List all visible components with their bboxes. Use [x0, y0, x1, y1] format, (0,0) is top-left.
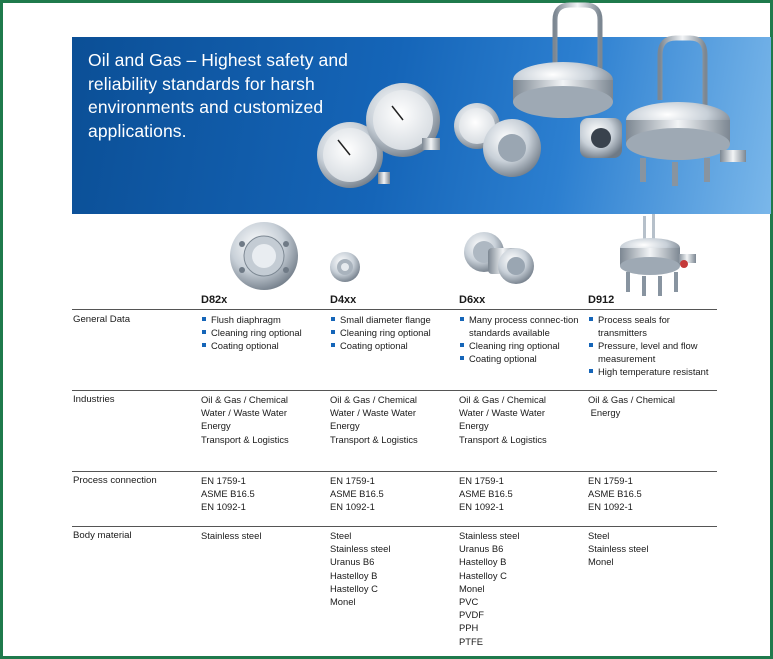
- list-item: ASME B16.5: [330, 488, 384, 500]
- list-item: Cleaning ring optional: [459, 339, 581, 352]
- list-item: Oil & Gas / Chemical: [459, 394, 547, 405]
- list-item: EN 1092-1: [201, 501, 246, 513]
- list-item: PVDF: [459, 609, 485, 621]
- list-item: Pressure, level and flow measurement: [588, 339, 714, 365]
- list-item: Transport & Logistics: [459, 433, 547, 445]
- general-data-d6xx: [459, 313, 581, 365]
- process-connection-d4xx: [330, 474, 384, 514]
- product-name-d912: D912: [588, 294, 615, 306]
- list-item: Process seals for transmitters: [588, 313, 714, 339]
- body-material-d6xx: [459, 529, 519, 648]
- list-item: PTFE: [459, 635, 483, 647]
- list-item: Energy: [330, 420, 360, 432]
- list-item: Oil & Gas / Chemical: [201, 394, 289, 405]
- list-item: EN 1759-1: [588, 475, 633, 486]
- list-item: Coating optional: [201, 339, 302, 352]
- list-item: Uranus B6: [459, 543, 504, 555]
- list-item: Hastelloy C: [330, 582, 378, 594]
- product-image-d6xx: [460, 222, 540, 294]
- list-item: ASME B16.5: [201, 488, 255, 500]
- list-item: Energy: [201, 420, 231, 432]
- list-item: Monel: [588, 556, 614, 568]
- process-connection-d82x: [201, 474, 255, 514]
- list-item: Water / Waste Water: [201, 407, 287, 419]
- list-item: Hastelloy B: [459, 556, 507, 568]
- list-item: Water / Waste Water: [459, 407, 545, 419]
- list-item: Oil & Gas / Chemical: [588, 394, 676, 405]
- list-item: Coating optional: [330, 339, 431, 352]
- table-divider: [72, 526, 717, 527]
- table-divider: [72, 390, 717, 391]
- row-label-industries: Industries: [73, 394, 115, 405]
- list-item: Monel: [330, 596, 356, 608]
- list-item: Steel: [588, 530, 610, 541]
- table-divider: [72, 471, 717, 472]
- list-item: Many process connec-tion standards available: [459, 313, 581, 339]
- industries-d912: [588, 393, 675, 419]
- industries-d4xx: [330, 393, 418, 446]
- list-item: Steel: [330, 530, 352, 541]
- list-item: Stainless steel: [330, 543, 391, 555]
- product-image-d912: [612, 214, 700, 312]
- list-item: Transport & Logistics: [330, 433, 418, 445]
- industries-d6xx: [459, 393, 547, 446]
- general-data-d82x: [201, 313, 302, 352]
- industries-d82x: [201, 393, 289, 446]
- list-item: Flush diaphragm: [201, 313, 302, 326]
- list-item: Stainless steel: [588, 543, 649, 555]
- product-image-d82x: [228, 216, 300, 294]
- banner-title: Oil and Gas – Highest safety and reliability standards for harsh environments and customized applications.: [88, 50, 349, 141]
- list-item: ASME B16.5: [588, 488, 642, 500]
- list-item: Hastelloy B: [330, 569, 378, 581]
- product-name-d4xx: D4xx: [330, 294, 357, 306]
- list-item: EN 1759-1: [330, 475, 375, 486]
- product-name-d6xx: D6xx: [459, 294, 486, 306]
- list-item: Stainless steel: [201, 530, 262, 541]
- process-connection-d6xx: [459, 474, 513, 514]
- list-item: Cleaning ring optional: [201, 326, 302, 339]
- row-label-general-data: General Data: [73, 314, 131, 325]
- list-item: Hastelloy C: [459, 569, 507, 581]
- product-name-d82x: D82x: [201, 294, 228, 306]
- row-label-body-material: Body material: [73, 530, 132, 541]
- general-data-d4xx: [330, 313, 431, 352]
- list-item: EN 1092-1: [330, 501, 375, 513]
- row-label-process-connection: Process connection: [73, 475, 157, 486]
- process-connection-d912: [588, 474, 642, 514]
- list-item: PVC: [459, 596, 479, 608]
- list-item: Transport & Logistics: [201, 433, 289, 445]
- list-item: Energy: [588, 407, 621, 419]
- list-item: ASME B16.5: [459, 488, 513, 500]
- list-item: PPH: [459, 622, 479, 634]
- list-item: Small diameter flange: [330, 313, 431, 326]
- body-material-d912: [588, 529, 648, 569]
- list-item: Monel: [459, 582, 485, 594]
- list-item: Energy: [459, 420, 489, 432]
- list-item: Coating optional: [459, 352, 581, 365]
- list-item: EN 1092-1: [588, 501, 633, 513]
- list-item: Oil & Gas / Chemical: [330, 394, 418, 405]
- list-item: EN 1759-1: [459, 475, 504, 486]
- list-item: Water / Waste Water: [330, 407, 416, 419]
- product-image-d4xx: [328, 245, 362, 290]
- banner-product-photo: [300, 0, 770, 214]
- list-item: EN 1759-1: [201, 475, 246, 486]
- table-divider: [72, 309, 717, 310]
- list-item: EN 1092-1: [459, 501, 504, 513]
- list-item: Uranus B6: [330, 556, 375, 568]
- list-item: Stainless steel: [459, 530, 520, 541]
- list-item: High temperature resistant: [588, 365, 714, 378]
- list-item: Cleaning ring optional: [330, 326, 431, 339]
- body-material-d4xx: [330, 529, 390, 608]
- general-data-d912: [588, 313, 714, 378]
- body-material-d82x: [201, 529, 261, 542]
